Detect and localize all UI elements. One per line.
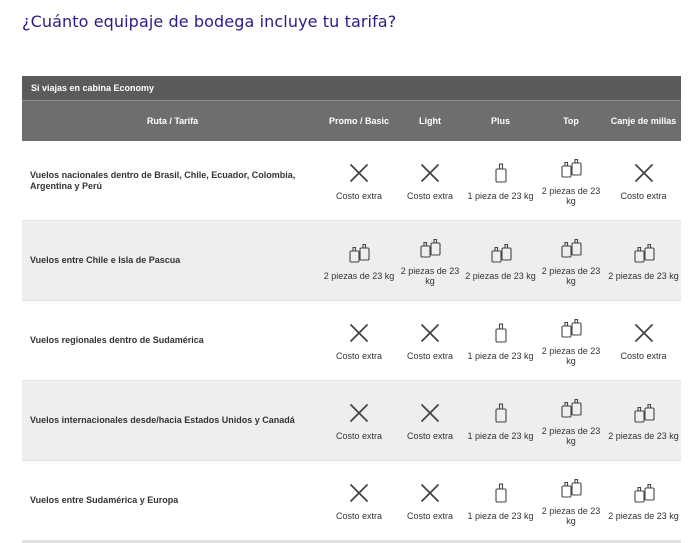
fare-cell bbox=[395, 301, 465, 381]
two-suitcases-icon bbox=[559, 396, 583, 420]
x-icon bbox=[418, 401, 442, 425]
two-suitcases-icon bbox=[632, 481, 656, 505]
table-row bbox=[22, 221, 681, 301]
allowance-label: 2 piezas de 23 kg bbox=[400, 265, 460, 286]
allowance-label: 1 pieza de 23 kg bbox=[467, 510, 534, 521]
cabin-caption: Si viajas en cabina Economy bbox=[22, 76, 681, 101]
header-light: Light bbox=[395, 101, 465, 141]
fare-cell bbox=[536, 381, 606, 461]
allowance-label: 2 piezas de 23 kg bbox=[465, 270, 536, 281]
fare-cell bbox=[323, 141, 395, 221]
two-suitcases-icon bbox=[559, 476, 583, 500]
fare-table bbox=[22, 101, 681, 541]
allowance-label: 2 piezas de 23 kg bbox=[608, 430, 679, 441]
fare-cell bbox=[465, 301, 536, 381]
fare-cell bbox=[395, 461, 465, 541]
allowance-label: 2 piezas de 23 kg bbox=[323, 270, 395, 281]
route-name: Vuelos nacionales dentro de Brasil, Chile, Ecuador, Colombia, Argentina y Perú bbox=[22, 141, 323, 221]
page-title: ¿Cuánto equipaje de bodega incluye tu tarifa? bbox=[22, 12, 397, 31]
x-icon bbox=[347, 161, 371, 185]
header-route: Ruta / Tarifa bbox=[22, 101, 323, 141]
route-name: Vuelos internacionales desde/hacia Estados Unidos y Canadá bbox=[22, 381, 323, 461]
header-row bbox=[22, 101, 681, 141]
table-row bbox=[22, 381, 681, 461]
fare-cell bbox=[395, 141, 465, 221]
fare-cell bbox=[395, 221, 465, 301]
header-canje-millas: Canje de millas bbox=[606, 101, 681, 141]
allowance-label: Costo extra bbox=[406, 510, 454, 521]
x-icon bbox=[347, 321, 371, 345]
fare-cell bbox=[323, 461, 395, 541]
allowance-label: 1 pieza de 23 kg bbox=[467, 350, 534, 361]
fare-cell bbox=[606, 141, 681, 221]
allowance-label: 1 pieza de 23 kg bbox=[467, 190, 534, 201]
two-suitcases-icon bbox=[418, 236, 442, 260]
allowance-label: 2 piezas de 23 kg bbox=[541, 505, 601, 526]
two-suitcases-icon bbox=[559, 316, 583, 340]
fare-cell bbox=[323, 381, 395, 461]
suitcase-icon bbox=[489, 161, 513, 185]
allowance-label: Costo extra bbox=[406, 430, 454, 441]
header-promo-basic: Promo / Basic bbox=[323, 101, 395, 141]
allowance-label: 2 piezas de 23 kg bbox=[608, 510, 679, 521]
suitcase-icon bbox=[489, 321, 513, 345]
route-name: Vuelos regionales dentro de Sudamérica bbox=[22, 301, 323, 381]
two-suitcases-icon bbox=[489, 241, 513, 265]
allowance-label: Costo extra bbox=[335, 350, 383, 361]
x-icon bbox=[632, 161, 656, 185]
table-row bbox=[22, 141, 681, 221]
fare-cell bbox=[536, 141, 606, 221]
two-suitcases-icon bbox=[347, 241, 371, 265]
allowance-label: Costo extra bbox=[335, 430, 383, 441]
allowance-label: Costo extra bbox=[335, 510, 383, 521]
suitcase-icon bbox=[489, 401, 513, 425]
fare-cell bbox=[395, 381, 465, 461]
x-icon bbox=[632, 321, 656, 345]
fare-cell bbox=[606, 301, 681, 381]
fare-cell bbox=[536, 221, 606, 301]
header-plus: Plus bbox=[465, 101, 536, 141]
allowance-label: 2 piezas de 23 kg bbox=[541, 265, 601, 286]
allowance-label: 1 pieza de 23 kg bbox=[467, 430, 534, 441]
fare-cell bbox=[465, 381, 536, 461]
fare-cell bbox=[323, 221, 395, 301]
allowance-label: Costo extra bbox=[620, 350, 667, 361]
fare-cell bbox=[323, 301, 395, 381]
two-suitcases-icon bbox=[632, 241, 656, 265]
allowance-label: 2 piezas de 23 kg bbox=[608, 270, 679, 281]
suitcase-icon bbox=[489, 481, 513, 505]
allowance-label: Costo extra bbox=[406, 350, 454, 361]
x-icon bbox=[418, 161, 442, 185]
fare-cell bbox=[465, 141, 536, 221]
header-top: Top bbox=[536, 101, 606, 141]
allowance-label: 2 piezas de 23 kg bbox=[541, 185, 601, 206]
x-icon bbox=[418, 321, 442, 345]
x-icon bbox=[418, 481, 442, 505]
route-name: Vuelos entre Sudamérica y Europa bbox=[22, 461, 323, 541]
fare-cell bbox=[465, 461, 536, 541]
baggage-table bbox=[22, 76, 681, 543]
two-suitcases-icon bbox=[559, 236, 583, 260]
x-icon bbox=[347, 401, 371, 425]
fare-cell bbox=[536, 461, 606, 541]
fare-cell bbox=[606, 461, 681, 541]
route-name: Vuelos entre Chile e Isla de Pascua bbox=[22, 221, 323, 301]
allowance-label: Costo extra bbox=[406, 190, 454, 201]
two-suitcases-icon bbox=[632, 401, 656, 425]
table-row bbox=[22, 301, 681, 381]
two-suitcases-icon bbox=[559, 156, 583, 180]
allowance-label: 2 piezas de 23 kg bbox=[541, 425, 601, 446]
fare-cell bbox=[536, 301, 606, 381]
allowance-label: Costo extra bbox=[620, 190, 667, 201]
fare-cell bbox=[606, 381, 681, 461]
allowance-label: 2 piezas de 23 kg bbox=[541, 345, 601, 366]
x-icon bbox=[347, 481, 371, 505]
fare-cell bbox=[465, 221, 536, 301]
table-row bbox=[22, 461, 681, 541]
allowance-label: Costo extra bbox=[335, 190, 383, 201]
fare-cell bbox=[606, 221, 681, 301]
